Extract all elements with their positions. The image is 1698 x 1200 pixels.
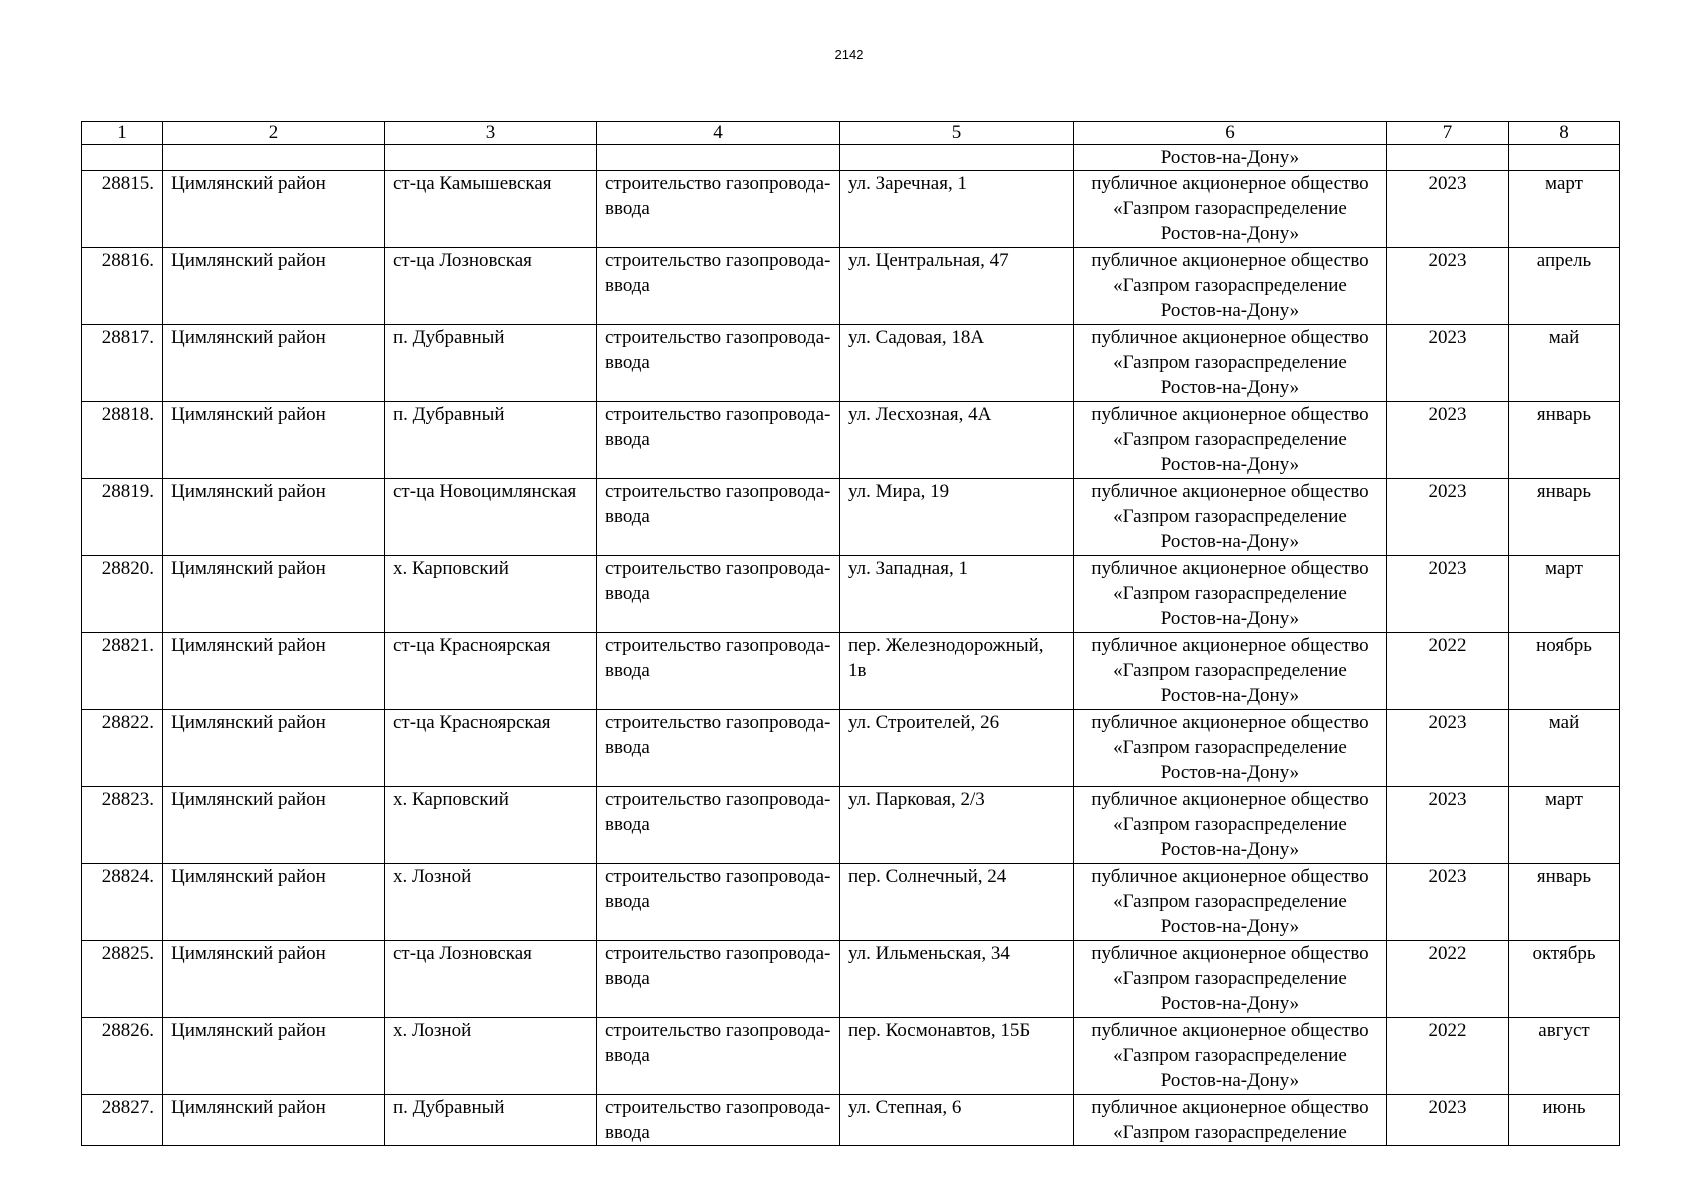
empty-cell bbox=[385, 145, 597, 171]
month-cell: ноябрь bbox=[1509, 633, 1620, 710]
work-type-cell: строительство газопровода-ввода bbox=[597, 1095, 840, 1146]
year-cell: 2023 bbox=[1387, 710, 1509, 787]
row-number-cell: 28821. bbox=[82, 633, 163, 710]
table-row bbox=[82, 864, 1620, 941]
table-row bbox=[82, 633, 1620, 710]
table-row bbox=[82, 556, 1620, 633]
carry-over-row bbox=[82, 145, 1620, 171]
locality-cell: п. Дубравный bbox=[385, 1095, 597, 1146]
work-type-cell: строительство газопровода-ввода bbox=[597, 633, 840, 710]
locality-cell: п. Дубравный bbox=[385, 402, 597, 479]
organization-cell: публичное акционерное общество «Газпром газораспределение Ростов-на-Дону» bbox=[1074, 325, 1387, 402]
row-number-cell: 28815. bbox=[82, 171, 163, 248]
district-cell: Цимлянский район bbox=[163, 864, 385, 941]
district-cell: Цимлянский район bbox=[163, 941, 385, 1018]
empty-cell bbox=[1509, 145, 1620, 171]
organization-cell: публичное акционерное общество «Газпром газораспределение Ростов-на-Дону» bbox=[1074, 402, 1387, 479]
table-row bbox=[82, 171, 1620, 248]
locality-cell: ст-ца Красноярская bbox=[385, 710, 597, 787]
table-row bbox=[82, 479, 1620, 556]
row-number-cell: 28818. bbox=[82, 402, 163, 479]
year-cell: 2023 bbox=[1387, 556, 1509, 633]
address-cell: ул. Лесхозная, 4А bbox=[840, 402, 1074, 479]
work-type-cell: строительство газопровода-ввода bbox=[597, 402, 840, 479]
month-cell: август bbox=[1509, 1018, 1620, 1095]
address-cell: ул. Центральная, 47 bbox=[840, 248, 1074, 325]
year-cell: 2023 bbox=[1387, 1095, 1509, 1146]
locality-cell: х. Карповский bbox=[385, 787, 597, 864]
organization-cell: публичное акционерное общество «Газпром газораспределение Ростов-на-Дону» bbox=[1074, 479, 1387, 556]
row-number-cell: 28823. bbox=[82, 787, 163, 864]
month-cell: июнь bbox=[1509, 1095, 1620, 1146]
district-cell: Цимлянский район bbox=[163, 479, 385, 556]
row-number-cell: 28817. bbox=[82, 325, 163, 402]
column-header: 8 bbox=[1509, 122, 1620, 145]
organization-cell: публичное акционерное общество «Газпром газораспределение Ростов-на-Дону» bbox=[1074, 171, 1387, 248]
locality-cell: ст-ца Красноярская bbox=[385, 633, 597, 710]
locality-cell: ст-ца Камышевская bbox=[385, 171, 597, 248]
month-cell: октябрь bbox=[1509, 941, 1620, 1018]
year-cell: 2022 bbox=[1387, 1018, 1509, 1095]
locality-cell: х. Лозной bbox=[385, 864, 597, 941]
district-cell: Цимлянский район bbox=[163, 402, 385, 479]
locality-cell: п. Дубравный bbox=[385, 325, 597, 402]
row-number-cell: 28826. bbox=[82, 1018, 163, 1095]
table-row bbox=[82, 1095, 1620, 1146]
district-cell: Цимлянский район bbox=[163, 248, 385, 325]
month-cell: январь bbox=[1509, 864, 1620, 941]
month-cell: март bbox=[1509, 556, 1620, 633]
address-cell: ул. Парковая, 2/3 bbox=[840, 787, 1074, 864]
address-cell: ул. Строителей, 26 bbox=[840, 710, 1074, 787]
table-row bbox=[82, 402, 1620, 479]
address-cell: пер. Солнечный, 24 bbox=[840, 864, 1074, 941]
organization-cell: публичное акционерное общество «Газпром газораспределение Ростов-на-Дону» bbox=[1074, 556, 1387, 633]
year-cell: 2023 bbox=[1387, 248, 1509, 325]
empty-cell bbox=[82, 145, 163, 171]
address-cell: ул. Заречная, 1 bbox=[840, 171, 1074, 248]
organization-cell: публичное акционерное общество «Газпром газораспределение Ростов-на-Дону» bbox=[1074, 941, 1387, 1018]
work-type-cell: строительство газопровода-ввода bbox=[597, 941, 840, 1018]
gas-pipeline-registry-table bbox=[81, 121, 1620, 1146]
empty-cell bbox=[163, 145, 385, 171]
month-cell: январь bbox=[1509, 479, 1620, 556]
work-type-cell: строительство газопровода-ввода bbox=[597, 556, 840, 633]
year-cell: 2023 bbox=[1387, 171, 1509, 248]
month-cell: январь bbox=[1509, 402, 1620, 479]
work-type-cell: строительство газопровода-ввода bbox=[597, 325, 840, 402]
work-type-cell: строительство газопровода-ввода bbox=[597, 710, 840, 787]
year-cell: 2023 bbox=[1387, 325, 1509, 402]
column-header: 6 bbox=[1074, 122, 1387, 145]
work-type-cell: строительство газопровода-ввода bbox=[597, 479, 840, 556]
row-number-cell: 28819. bbox=[82, 479, 163, 556]
work-type-cell: строительство газопровода-ввода bbox=[597, 864, 840, 941]
row-number-cell: 28824. bbox=[82, 864, 163, 941]
column-header: 1 bbox=[82, 122, 163, 145]
work-type-cell: строительство газопровода-ввода bbox=[597, 787, 840, 864]
column-header: 2 bbox=[163, 122, 385, 145]
row-number-cell: 28816. bbox=[82, 248, 163, 325]
year-cell: 2023 bbox=[1387, 864, 1509, 941]
work-type-cell: строительство газопровода-ввода bbox=[597, 1018, 840, 1095]
address-cell: ул. Мира, 19 bbox=[840, 479, 1074, 556]
column-header: 5 bbox=[840, 122, 1074, 145]
address-cell: ул. Ильменьская, 34 bbox=[840, 941, 1074, 1018]
address-cell: ул. Степная, 6 bbox=[840, 1095, 1074, 1146]
month-cell: май bbox=[1509, 325, 1620, 402]
district-cell: Цимлянский район bbox=[163, 710, 385, 787]
table-row bbox=[82, 325, 1620, 402]
district-cell: Цимлянский район bbox=[163, 633, 385, 710]
empty-cell bbox=[840, 145, 1074, 171]
empty-cell bbox=[597, 145, 840, 171]
month-cell: март bbox=[1509, 787, 1620, 864]
organization-cell: публичное акционерное общество «Газпром газораспределение Ростов-на-Дону» bbox=[1074, 710, 1387, 787]
year-cell: 2023 bbox=[1387, 787, 1509, 864]
table-row bbox=[82, 248, 1620, 325]
locality-cell: ст-ца Лозновская bbox=[385, 248, 597, 325]
organization-cell: публичное акционерное общество «Газпром газораспределение Ростов-на-Дону» bbox=[1074, 248, 1387, 325]
district-cell: Цимлянский район bbox=[163, 1018, 385, 1095]
organization-cell: публичное акционерное общество «Газпром газораспределение Ростов-на-Дону» bbox=[1074, 864, 1387, 941]
column-number-row bbox=[82, 122, 1620, 145]
locality-cell: х. Карповский bbox=[385, 556, 597, 633]
district-cell: Цимлянский район bbox=[163, 556, 385, 633]
locality-cell: х. Лозной bbox=[385, 1018, 597, 1095]
work-type-cell: строительство газопровода-ввода bbox=[597, 248, 840, 325]
address-cell: пер. Космонавтов, 15Б bbox=[840, 1018, 1074, 1095]
organization-cell-continued: Ростов-на-Дону» bbox=[1074, 145, 1387, 171]
organization-cell: публичное акционерное общество «Газпром газораспределение Ростов-на-Дону» bbox=[1074, 633, 1387, 710]
address-cell: ул. Западная, 1 bbox=[840, 556, 1074, 633]
address-cell: ул. Садовая, 18А bbox=[840, 325, 1074, 402]
table-row bbox=[82, 1018, 1620, 1095]
row-number-cell: 28822. bbox=[82, 710, 163, 787]
organization-cell: публичное акционерное общество «Газпром газораспределение Ростов-на-Дону» bbox=[1074, 787, 1387, 864]
district-cell: Цимлянский район bbox=[163, 325, 385, 402]
year-cell: 2022 bbox=[1387, 941, 1509, 1018]
row-number-cell: 28825. bbox=[82, 941, 163, 1018]
district-cell: Цимлянский район bbox=[163, 1095, 385, 1146]
month-cell: май bbox=[1509, 710, 1620, 787]
locality-cell: ст-ца Лозновская bbox=[385, 941, 597, 1018]
address-cell: пер. Железнодорожный, 1в bbox=[840, 633, 1074, 710]
row-number-cell: 28827. bbox=[82, 1095, 163, 1146]
organization-cell: публичное акционерное общество «Газпром газораспределение Ростов-на-Дону» bbox=[1074, 1018, 1387, 1095]
table-row bbox=[82, 941, 1620, 1018]
page-number: 2142 bbox=[834, 47, 864, 62]
work-type-cell: строительство газопровода-ввода bbox=[597, 171, 840, 248]
row-number-cell: 28820. bbox=[82, 556, 163, 633]
district-cell: Цимлянский район bbox=[163, 171, 385, 248]
year-cell: 2023 bbox=[1387, 479, 1509, 556]
month-cell: апрель bbox=[1509, 248, 1620, 325]
table-row bbox=[82, 787, 1620, 864]
district-cell: Цимлянский район bbox=[163, 787, 385, 864]
table-row bbox=[82, 710, 1620, 787]
column-header: 7 bbox=[1387, 122, 1509, 145]
month-cell: март bbox=[1509, 171, 1620, 248]
column-header: 3 bbox=[385, 122, 597, 145]
locality-cell: ст-ца Новоцимлянская bbox=[385, 479, 597, 556]
year-cell: 2022 bbox=[1387, 633, 1509, 710]
year-cell: 2023 bbox=[1387, 402, 1509, 479]
organization-cell: публичное акционерное общество «Газпром газораспределение bbox=[1074, 1095, 1387, 1146]
empty-cell bbox=[1387, 145, 1509, 171]
column-header: 4 bbox=[597, 122, 840, 145]
